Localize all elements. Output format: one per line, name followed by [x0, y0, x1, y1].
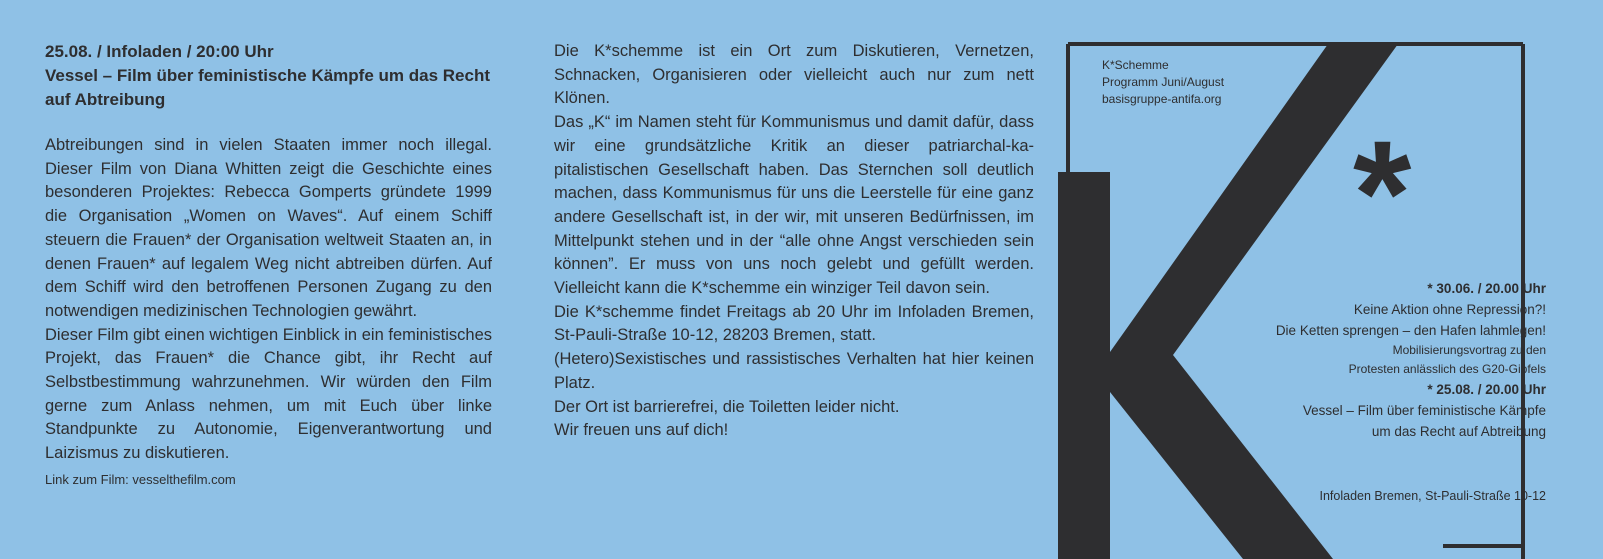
programme-line: Keine Aktion ohne Repression?!: [1353, 302, 1546, 317]
about-paragraph: Wir freuen uns auf dich!: [554, 421, 729, 440]
flyer-name: K*Schemme: [1102, 58, 1169, 72]
flyer-subtitle: Programm Juni/August: [1102, 75, 1225, 89]
about-paragraph: Die K*schemme findet Freitags ab 20 Uhr im Infoladen Bremen, St-Pauli-Straße 10-12, 28203 Bremen, statt.: [554, 302, 1034, 345]
film-link: Link zum Film: vesselthefilm.com: [45, 471, 236, 487]
event-description-column: [45, 40, 492, 490]
flyer-address: Infoladen Bremen, St-Pauli-Straße 10-12: [1319, 489, 1546, 503]
big-asterisk: *: [1353, 109, 1412, 277]
programme-line: Die Ketten sprengen – den Hafen lahmlegen!: [1275, 323, 1546, 338]
programme-date: * 25.08. / 20.00 Uhr: [1427, 382, 1546, 397]
event-paragraph: Abtreibungen sind in vielen Staaten immer noch illegal. Dieser Film von Diana Whitten zeigt die Geschichte eines besonderen Projektes: Rebecca Gomperts gründete 1999 die Organisation „Women on Waves“. Auf einem Schiff steuern die Frauen* der Organisation weltweit Staaten an, in denen Frauen* auf legalem Weg nicht abtreiben dürfen. Auf dem Schiff wird den betroffenen Personen Zugang zu den notwendigen medizinischen Technologien gewährt.: [45, 136, 492, 320]
about-column: [554, 40, 1034, 443]
programme-line: Vessel – Film über feministische Kämpfe: [1302, 403, 1546, 418]
programme-line: um das Recht auf Abtreibung: [1371, 424, 1546, 439]
flyer-meta: [1102, 57, 1224, 108]
event-date: 25.08. / Infoladen / 20:00 Uhr: [45, 42, 274, 61]
about-paragraph: Der Ort ist barrierefrei, die Toiletten leider nicht.: [554, 397, 900, 416]
about-paragraph: Das „K“ im Namen steht für Kommunismus und damit dafür, dass wir eine grundsätzliche Kritik an dieser patriarchal-kapitalistischen Gesellschaft haben. Das Sternchen soll deutlich machen, dass Kommunismus für uns die Leerstelle für eine ganz andere Gesellschaft ist, in der wir, mit unseren Bedürfnissen, im Mittelpunkt stehen und in der “alle ohne Angst verschieden sein können”. Er muss von uns noch gelebt und gefüllt werden. Vielleicht kann die K*schemme ein winziger Teil davon sein.: [554, 113, 1034, 298]
programme-list: [1216, 278, 1546, 442]
event-paragraph: Dieser Film gibt einen wichtigen Einblick in ein feministisches Projekt, das Frauen* die Chance gibt, ihr Recht auf Selbstbestimmung wahrzunehmen. Wir würden den Film gerne zum Anlass nehmen, um mit Euch über linke Standpunkte zu Autonomie, Eigenverantwortung und Laizismus zu diskutieren.: [45, 325, 492, 463]
programme-small: Mobilisierungsvortrag zu den: [1392, 343, 1546, 357]
programme-small: Protesten anlässlich des G20-Gipfels: [1348, 362, 1546, 376]
about-paragraph: Die K*schemme ist ein Ort zum Diskutieren, Vernetzen, Schnacken, Organisieren oder vielleicht auch nur zum nett Klönen.: [554, 42, 1034, 108]
flyer-website: basisgruppe-antifa.org: [1102, 92, 1222, 106]
programme-date: * 30.06. / 20.00 Uhr: [1427, 281, 1546, 296]
about-paragraph: (Hetero)Sexistisches und rassistisches Verhalten hat hier keinen Platz.: [554, 350, 1034, 392]
event-title: Vessel – Film über feministische Kämpfe um das Recht auf Abtreibung: [45, 66, 490, 109]
